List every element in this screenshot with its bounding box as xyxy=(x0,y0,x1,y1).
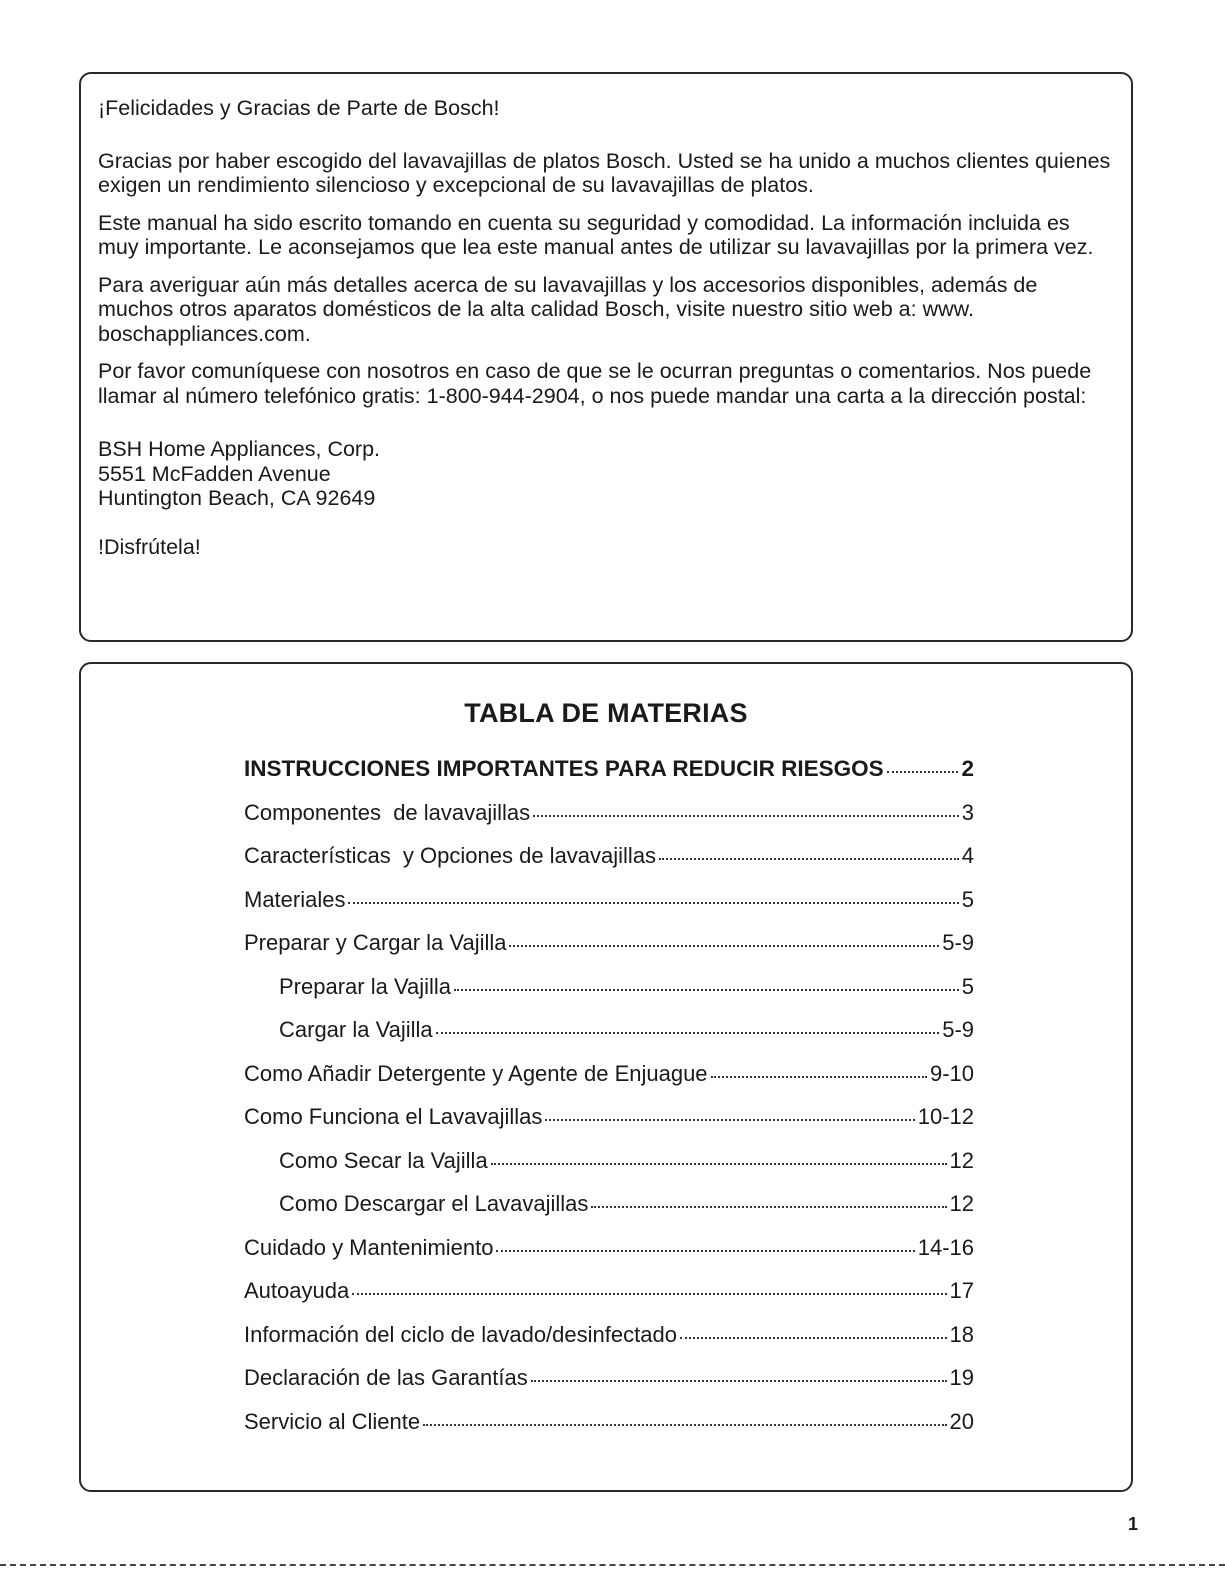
toc-entry-page: 9-10 xyxy=(929,1060,974,1086)
table-of-contents-panel xyxy=(79,662,1133,1492)
toc-entry-page: 5-9 xyxy=(942,1017,974,1042)
toc-entry-label: Preparar y Cargar la Vajilla xyxy=(244,930,507,955)
toc-entry-page: 10-12 xyxy=(917,1104,974,1129)
intro-paragraph-1: Gracias por haber escogido del lavavajillas de platos Bosch. Usted se ha unido a muchos clientes quienes exigen un rendimiento silencioso y excepcional de su lavavajillas de platos. xyxy=(98,148,1111,197)
toc-leader-dots xyxy=(545,1119,914,1121)
toc-entry-page: 4 xyxy=(961,843,974,868)
toc-entry xyxy=(244,1104,974,1148)
toc-entry xyxy=(244,974,974,1018)
intro-panel xyxy=(79,72,1133,642)
toc-entry xyxy=(244,1235,974,1279)
toc-leader-dots xyxy=(496,1250,914,1252)
toc-entry-page: 5 xyxy=(961,973,974,999)
toc-entry xyxy=(244,1191,974,1235)
toc-entry-label: Características y Opciones de lavavajillas xyxy=(244,843,657,868)
toc-entry-label: Como Añadir Detergente y Agente de Enjuague xyxy=(244,1060,708,1086)
toc-leader-dots xyxy=(680,1337,947,1339)
toc-entry-page: 17 xyxy=(949,1278,974,1303)
toc-leader-dots xyxy=(454,989,959,991)
toc-entry-label: Como Funciona el Lavavajillas xyxy=(244,1104,543,1129)
closing-text: !Disfrútela! xyxy=(98,534,201,559)
address-line-city: Huntington Beach, CA 92649 xyxy=(98,486,376,510)
toc-list xyxy=(244,756,974,1452)
toc-entry-label: Cuidado y Mantenimiento xyxy=(244,1234,494,1260)
toc-entry xyxy=(244,1322,974,1366)
address-line-street: 5551 McFadden Avenue xyxy=(98,461,331,486)
toc-leader-dots xyxy=(352,1293,946,1295)
toc-entry xyxy=(244,800,974,844)
toc-entry xyxy=(244,1409,974,1453)
toc-entry-page: 5 xyxy=(961,886,974,912)
toc-entry-label: Materiales xyxy=(244,886,346,912)
toc-leader-dots xyxy=(491,1163,947,1165)
toc-entry-label: Componentes de lavavajillas xyxy=(244,799,531,825)
greeting: ¡Felicidades y Gracias de Parte de Bosch! xyxy=(98,96,500,120)
toc-entry-page: 5-9 xyxy=(942,930,974,955)
toc-entry-label: Servicio al Cliente xyxy=(244,1408,421,1434)
toc-entry-label: Como Secar la Vajilla xyxy=(279,1147,488,1173)
intro-paragraph-4: Por favor comuníquese con nosotros en caso de que se le ocurran preguntas o comentarios. Nos puede llamar al número telefónico gratis: 1-800-944-2904, o nos puede mandar una carta a la dirección postal: xyxy=(98,359,1092,408)
toc-leader-dots xyxy=(531,1380,947,1382)
toc-entry-label: Preparar la Vajilla xyxy=(279,973,452,999)
toc-entry xyxy=(244,1278,974,1322)
toc-entry-page: 2 xyxy=(961,756,974,781)
toc-entry-page: 14-16 xyxy=(917,1234,974,1260)
address-line-company: BSH Home Appliances, Corp. xyxy=(98,437,381,461)
toc-entry-page: 12 xyxy=(949,1147,974,1173)
toc-entry xyxy=(244,843,974,887)
toc-leader-dots xyxy=(711,1076,927,1078)
toc-entry-label: INSTRUCCIONES IMPORTANTES PARA REDUCIR RIESGOS xyxy=(244,756,884,781)
toc-entry xyxy=(244,756,974,800)
toc-leader-dots xyxy=(436,1032,940,1034)
bottom-divider xyxy=(0,1564,1225,1566)
toc-leader-dots xyxy=(509,945,939,947)
toc-entry xyxy=(244,1148,974,1192)
toc-entry-label: Información del ciclo de lavado/desinfectado xyxy=(244,1321,677,1347)
toc-entry-label: Declaración de las Garantías xyxy=(244,1365,528,1390)
toc-entry-label: Autoayuda xyxy=(244,1278,350,1303)
toc-leader-dots xyxy=(348,902,958,904)
toc-entry-page: 12 xyxy=(949,1191,974,1216)
page-number: 1 xyxy=(1128,1514,1139,1534)
toc-entry-page: 19 xyxy=(949,1365,974,1390)
postal-address xyxy=(98,437,1113,511)
toc-entry-label: Cargar la Vajilla xyxy=(279,1017,433,1042)
toc-entry xyxy=(244,930,974,974)
intro-paragraph-3: Para averiguar aún más detalles acerca de su lavavajillas y los accesorios disponibles, además de muchos otros aparatos domésticos de la alta calidad Bosch, visite nuestro sitio web a: www. boschappliances.com. xyxy=(98,272,1038,346)
toc-entry xyxy=(244,887,974,931)
toc-entry-page: 3 xyxy=(961,799,974,825)
intro-paragraph-2: Este manual ha sido escrito tomando en cuenta su seguridad y comodidad. La información incluida es muy importante. Le aconsejamos que lea este manual antes de utilizar su lavavajillas por la primera vez. xyxy=(98,210,1094,259)
toc-leader-dots xyxy=(659,858,959,860)
toc-title: TABLA DE MATERIAS xyxy=(464,698,748,728)
toc-leader-dots xyxy=(887,771,959,773)
toc-leader-dots xyxy=(423,1424,946,1426)
toc-entry xyxy=(244,1061,974,1105)
toc-entry-page: 20 xyxy=(949,1408,974,1434)
toc-entry-label: Como Descargar el Lavavajillas xyxy=(279,1191,589,1216)
toc-entry xyxy=(244,1017,974,1061)
toc-entry-page: 18 xyxy=(949,1321,974,1347)
toc-entry xyxy=(244,1365,974,1409)
toc-leader-dots xyxy=(533,815,959,817)
toc-leader-dots xyxy=(591,1206,946,1208)
